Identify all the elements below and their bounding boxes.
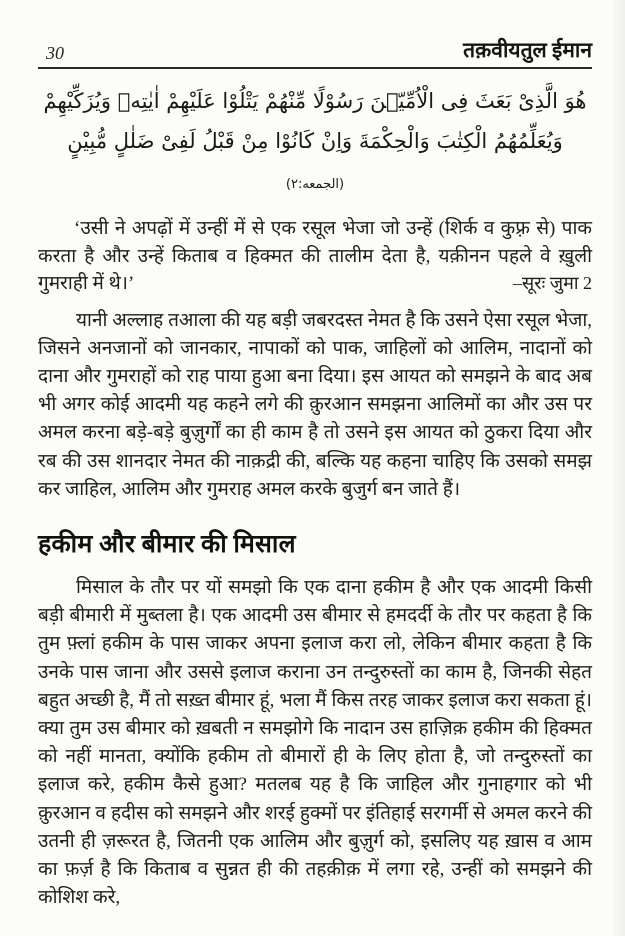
example-paragraph: मिसाल के तौर पर यों समझो कि एक दाना हकीम है और एक आदमी किसी बड़ी बीमारी में मुब्तला है। एक आदमी उस बीमार से हमदर्दी के तौर पर कहता है कि तुम फ़्लां हकीम के पास जाकर अपना इलाज करा लो, लेकिन बीमार कहता है कि उनके पास जाना और उससे इलाज कराना उन तन्दुरुस्तों का काम है, जिनकी सेहत बहुत अच्छी है, मैं तो सख़्त बीमार हूं, भला मैं किस तरह जाकर इलाज करा सकता हूं। क्या तुम उस बीमार को ख़बती न समझोगे कि नादान उस हाज़िक़ हकीम की हिक्मत को नहीं मानता, क्योंकि हकीम तो बीमारों ही के लिए होता है, जो तन्दुरुस्तों का इलाज करे, हकीम कैसे हुआ? मतलब यह है कि जाहिल और गुनाहगार को भी क़ुरआन व हदीस को समझने और शरई हुक्मों पर इंतिहाई सरगर्मी से अमल करने की उतनी ही ज़रूरत है, जितनी एक आलिम और बुज़ुर्ग को, इसलिए यह ख़ास व आम का फ़र्ज़ है कि किताब व सुन्नत ही की तहक़ीक़ में लगा रहे, उन्हीं को समझने की कोशिश करे, — [38, 576, 592, 909]
arabic-verse — [38, 81, 592, 205]
section-heading: हकीम और बीमार की मिसाल — [38, 530, 296, 558]
arabic-verse-line-1: هُوَ الَّذِىْ بَعَثَ فِى الْاُمِّيّٖنَ رَسُوْلًا مِّنْهُمْ يَتْلُوْا عَلَيْهِمْ اٰيٰتِهٖ وَيُزَكِّيْهِمْ — [43, 89, 587, 113]
verse-translation-text: ‘उसी ने अपढ़ों में उन्हीं में से एक रसूल भेजा जो उन्हें (शिर्क व कुफ़्र से) पाक करता है और उन्हें किताब व हिक्मत की तालीम देता है, यक़ीनन पहले वे ख़ुली गुमराही में थे।’ — [38, 218, 592, 294]
commentary-paragraph: यानी अल्लाह तआला की यह बड़ी जबरदस्त नेमत है कि उसने ऐसा रसूल भेजा, जिसने अनजानों को जानकार, नापाकों को पाक, जाहिलों को आलिम, नादानों को दाना और गुमराहों को राह पाया हुआ बना दिया। इस आयत को समझने के बाद अब भी अगर कोई आदमी यह कहने लगे की क़ुरआन समझना आलिमों का और उस पर अमल करना बड़े-बड़े बुज़ुर्गों का ही काम है तो उसने इस आयत को ठुकरा दिया और रब की उस शानदार नेमत की नाक़द्री की, बल्कि यह कहना चाहिए कि उसको समझ कर जाहिल, आलिम और गुमराह अमल करके बुजुर्ग बन जाते हैं। — [38, 309, 592, 500]
verse-attribution: –सूरः जुमा 2 — [503, 270, 592, 298]
page-number: 30 — [46, 43, 64, 63]
book-title: तक़वीयतुल ईमान — [463, 38, 592, 62]
verse-translation-block — [38, 215, 592, 298]
arabic-verse-line-2-text: وَيُعَلِّمُهُمُ الْكِتٰبَ وَالْحِكْمَةَ وَاِنْ كَانُوْا مِنْ قَبْلُ لَفِىْ ضَلٰلٍ مُّبِيْنٍ — [67, 129, 563, 153]
running-header — [38, 36, 592, 69]
verse-reference: (الجمعه:٢) — [285, 177, 345, 192]
arabic-verse-line-2 — [38, 121, 592, 205]
